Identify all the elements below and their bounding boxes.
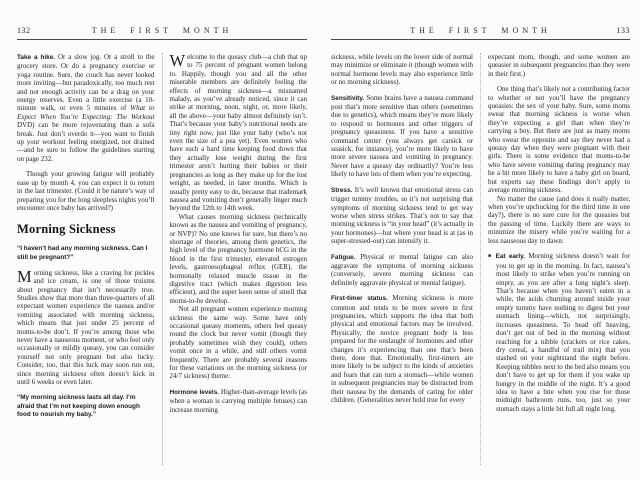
paragraph-text: Physical or mental fatigue can also aggravate the symptoms of morning sickness (conversely, severe morning sickness can definitely aggravate physical or mental fatigue). [331, 252, 473, 287]
paragraph-text: What causes morning sickness (technically known as the nausea and vomiting of pregnancy, or NVP)? No one knows for sure, but there’s no shortage of theories, among them genetics, the high level of the pregnancy hormone hCG in the blood in the first trimester, elevated estrogen levels, gastroesophageal reflux (GER), the hormonally relaxed muscle tissue in the digestive tract (which makes digestion less efficient), and the super keen sense of smell that moms-to-be develop. [169, 212, 307, 305]
section-heading: Morning Sickness [17, 222, 116, 237]
body-paragraph [170, 53, 308, 213]
text-column [331, 53, 480, 465]
drop-cap: W [169, 53, 186, 70]
paragraph-text: expectant mom, though, and some women are queasier in subsequent pregnancies than they were in their first.) [488, 53, 630, 78]
paragraph-text: Or a slow jog. Or a stroll to the grocery store. Or do a pregnancy exercise or yoga routine. Sure, the couch has never looked more inviting—but paradoxically, too much rest and not enough activity can be a drag on your energy reserves. Even a little exercise (a 10-minute walk, or even 5 minutes of [17, 53, 155, 113]
page-number-left: 132 [17, 26, 31, 35]
text-column [480, 53, 630, 465]
body-paragraph [17, 170, 155, 212]
body-paragraph [488, 53, 630, 78]
page-header-right [331, 26, 630, 40]
paragraph-text: Some brains have a nausea command post that’s more sensitive than others (sometimes due to genetics), which means they’re more likely to respond to hormones and other triggers of pregnancy queasiness. If you have a sensitive command center (you always get carsick or seasick, for instance), you’re more likely to have more severe nausea and vomiting in pregnancy. Never have a queasy day ordinarily? You’re less likely to have lots of them when you’re expecting. [331, 93, 473, 179]
paragraph-text: Though your growing fatigue will probably ease up by month 4, you can expect it to return in the last trimester. (Could it be nature’s way of preparing you for the long sleepless nights you’ll encounter once baby has arrived?) [17, 170, 155, 212]
paragraph-text: orning sickness, like a craving for pickles and ice cream, is one of those truisms about pregnancy that isn’t necessarily true. Studies show that more than three-quarters of all expectant women experience the nausea and/or vomiting associated with morning sickness, which means that just under 25 percent of moms-to-be don’t. If you’re among those who never have a nauseous moment, or who feel only occasionally or mildly queasy, you can consider yourself not only pregnant but also lucky. Consider, too, that this luck may soon run out, since morning sickness often doesn’t kick in until 6 weeks or even later. [17, 268, 155, 386]
paragraph-text: elcome to the queasy club—a club that up to 75 percent of pregnant women belong to. Happily, though you and all the other miserable members are definitely feeling the effects of morning sickness—a misnamed malady, as you’ve already noticed, since it can strike at morning, noon, night, or, more likely, all the above—your baby almost definitely isn’t. That’s because your baby’s nutritional needs are tiny right now, just like your baby (who’s not even the size of a pea yet). Even women who have such a hard time keeping food down that they actually lose weight during the first trimester aren’t hurting their babies or their pregnancies as long as they make up for the lost weight, as needed, in later months. Which is usually pretty easy to do, because that trademark nausea and vomiting don’t generally linger much beyond the 12th to 14th week. [169, 53, 307, 213]
paragraph-text: Higher-than-average levels (as when a woman is carrying multiple fetuses) can increase morning [169, 387, 307, 414]
paragraph-text: sickness, while levels on the lower side of normal may minimize or eliminate it (though women with normal hormone levels may also experience little or no morning sickness). [331, 53, 473, 87]
paragraph-text: What to Expect When You’re Expecting: The Workout [17, 104, 155, 121]
body-paragraph [331, 53, 473, 87]
body-paragraph [331, 294, 473, 404]
drop-cap: M [17, 266, 32, 286]
page-number-right: 133 [616, 26, 630, 35]
body-paragraph [170, 388, 308, 414]
paragraph-lead-in: Eat early. [495, 252, 526, 260]
reader-question: “My morning sickness lasts all day. I’m afraid that I’m not keeping down enough food to nourish my baby.” [17, 394, 140, 418]
paragraph-text: Not all pregnant women experience morning sickness the same way. Some have only occasional queasy moments, others feel queasy round the clock but never vomit (though they probably sometimes wish they could), others vomit once in a while, and still others vomit frequently. There are probably several reasons for these variations on the morning sickness (or 24/7 sickness) theme: [169, 305, 307, 381]
paragraph-text: No matter the cause (and does it really matter, when you’re upchucking for the third time in one day?), there is no sure cure for the queasies but the passing of time. Luckily there are ways to minimize the misery while you’re waiting for a less nauseous day to dawn: [488, 194, 630, 245]
paragraph-text: DVD) can be more rejuvenating than a sofa break. Just don’t overdo it—you want to finish up your workout feeling energized, not drained—and be sure to follow the guidelines starting on page 232. [17, 121, 155, 163]
page-header-left [17, 26, 307, 40]
paragraph-lead-in: Stress. [331, 186, 353, 194]
paragraph-lead-in: Hormone levels. [169, 388, 220, 396]
paragraph-text: It’s well known that emotional stress can trigger tummy troubles, so it’s not surprising that symptoms of morning sickness tend to get way worse when stress strikes. That’s not to say that morning sickness is “in your head” (it’s actually in your hormones)—but where your head is at (as in super-stressed-out) can intensify it. [331, 185, 473, 246]
body-paragraph [170, 305, 308, 381]
paragraph-text: Morning sickness is more common and tends to be more severe in first pregnancies, which supports the idea that both physical and emotional factors may be involved. Physically, the novice pregnant body is less prepared for the onslaught of hormones and other changes it’s experiencing than one that’s been there, done that. Emotionally, first-timers are more likely to be subject to the kinds of anxieties and fears that can turn a stomach—while women in subsequent pregnancies may be distracted from their nausea by the demands of caring for older children. (Generalities never hold true for every [331, 294, 473, 405]
body-paragraph [331, 186, 473, 246]
text-column [17, 53, 162, 465]
body-paragraph [488, 85, 630, 194]
paragraph-lead-in: Fatigue. [331, 253, 356, 261]
bullet-item [488, 252, 630, 413]
body-paragraph [17, 53, 155, 163]
running-title-right: THE FIRST MONTH [410, 26, 551, 35]
paragraph-lead-in: Take a hike. [17, 54, 56, 61]
page-left [17, 26, 307, 468]
body-paragraph [488, 195, 630, 245]
body-paragraph [17, 266, 155, 387]
reader-question: “I haven’t had any morning sickness. Can I still be pregnant?” [17, 245, 148, 261]
page-right [331, 26, 630, 468]
page-columns-left [17, 53, 307, 465]
body-paragraph [331, 94, 473, 179]
page-columns-right [331, 53, 630, 465]
body-paragraph [331, 253, 473, 288]
paragraph-text: One thing that’s likely not a contributing factor to whether or not you’ll have the pregnancy queasies: the sex of your baby. Sure, some moms swear that morning sickness is worse when they’re expecting a girl than when they’re carrying a boy. But there are just as many moms who swear the opposite and say they never had a queasy day when they were pregnant with their girls. There is some evidence that moms-to-be who have severe vomiting during pregnancy may be a bit more likely to have a baby girl on board, but experts say these findings don’t apply to average morning sickness. [488, 85, 630, 195]
paragraph-text: Morning sickness doesn’t wait for you to get up in the morning. In fact, nausea’s most likely to strike when you’re running on empty, as you are after a long night’s sleep. That’s because when you haven’t eaten in a while, the acids churning around inside your empty tummy have nothing to digest but your stomach lining—which, not surprisingly, increases queasiness. To head off heaving, don’t get out of bed in the morning without reaching for a nibble (crackers or rice cakes, dry cereal, a handful of trail mix) that you stashed on your nightstand the night before. Keeping nibbles next to the bed also means you don’t have to get up for them if you wake up hungry in the middle of the night. It’s a good idea to have a bite when you rise for those midnight bathroom runs, too, just so your stomach stays a little bit full all night long. [496, 251, 630, 413]
paragraph-lead-in: First-timer status. [331, 295, 388, 303]
paragraph-lead-in: Sensitivity. [331, 94, 365, 102]
bullet-square-icon: ■ [488, 254, 493, 260]
text-column [162, 53, 308, 465]
body-paragraph [170, 213, 308, 305]
running-title-left: THE FIRST MONTH [91, 26, 233, 35]
